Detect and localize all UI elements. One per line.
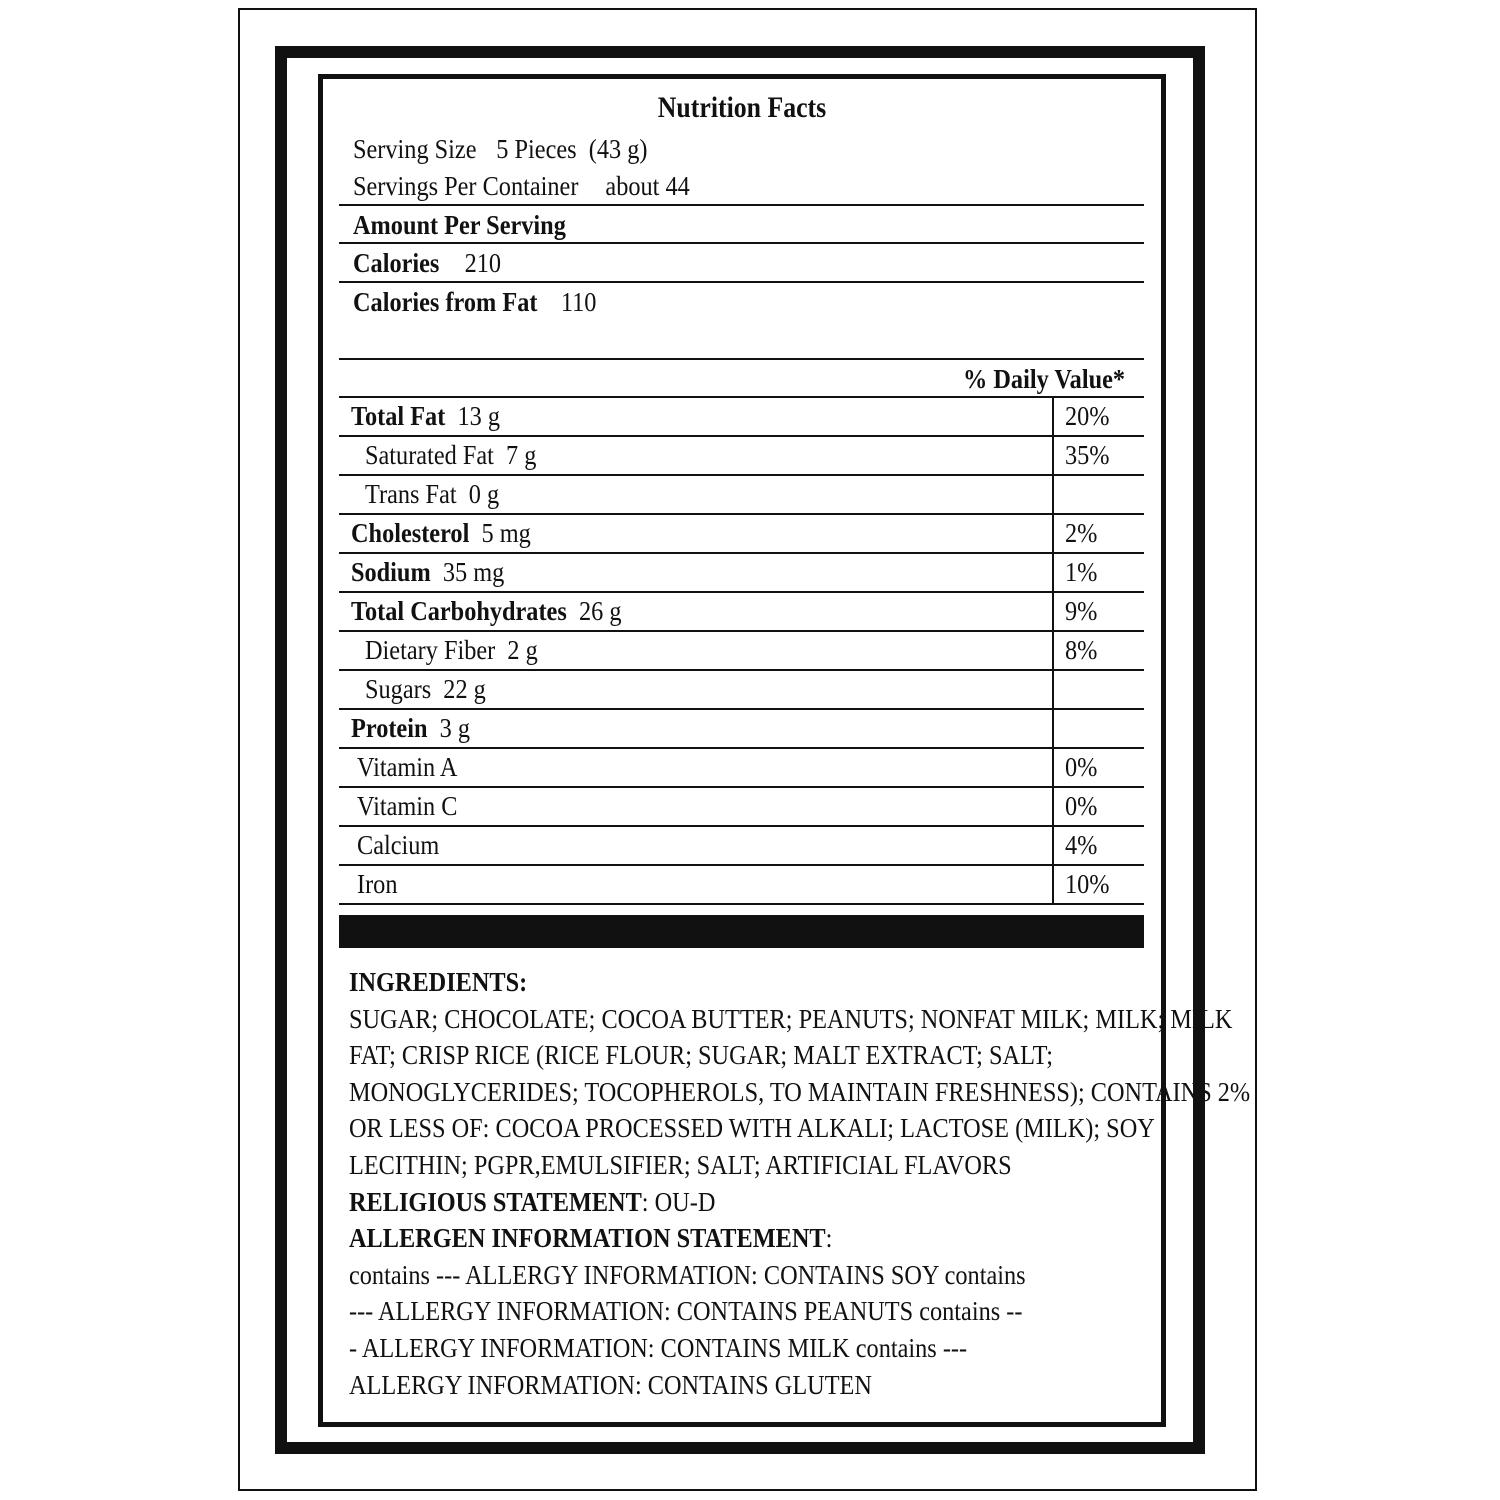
nutrient-name: Total Fat 13 g xyxy=(351,401,500,431)
column-divider xyxy=(1052,515,1054,554)
calories-fat-label: Calories from Fat xyxy=(353,287,538,317)
ingredients-line: SUGAR; CHOCOLATE; COCOA BUTTER; PEANUTS; NONFAT MILK; MILK; MILK xyxy=(349,1003,1233,1034)
allergen-line: --- ALLERGY INFORMATION: CONTAINS PEANUTS contains -- xyxy=(349,1296,1023,1327)
daily-value-percent: 4% xyxy=(1065,830,1098,860)
column-divider xyxy=(1052,476,1054,515)
calories-value: 210 xyxy=(464,248,502,278)
daily-value-percent: 9% xyxy=(1065,596,1098,626)
calories-from-fat-line xyxy=(353,287,623,318)
nutrient-row xyxy=(339,515,1144,554)
daily-value-percent: 20% xyxy=(1065,401,1110,431)
nutrient-table xyxy=(339,398,1144,905)
ingredients-text xyxy=(349,1001,1251,1184)
column-divider xyxy=(1052,788,1054,827)
nutrient-row xyxy=(339,710,1144,749)
daily-value-percent: 0% xyxy=(1065,791,1098,821)
column-divider xyxy=(1052,710,1054,749)
serving-size-label: Serving Size xyxy=(353,134,477,164)
nutrient-name: Sodium 35 mg xyxy=(351,557,505,587)
ingredients-line: OR LESS OF: COCOA PROCESSED WITH ALKALI; LACTOSE (MILK); SOY xyxy=(349,1113,1155,1144)
nutrient-name: Protein 3 g xyxy=(351,713,471,743)
nutrient-row xyxy=(339,866,1144,905)
allergen-label: ALLERGEN INFORMATION STATEMENT xyxy=(349,1223,826,1254)
divider xyxy=(339,204,1144,206)
column-divider xyxy=(1052,398,1054,437)
ingredients-heading: INGREDIENTS: xyxy=(349,967,528,997)
column-divider xyxy=(1052,749,1054,788)
ingredients-line: FAT; CRISP RICE (RICE FLOUR; SUGAR; MALT EXTRACT; SALT; xyxy=(349,1040,1053,1071)
nutrient-row xyxy=(339,671,1144,710)
nutrient-row xyxy=(339,437,1144,476)
nutrient-name: Calcium xyxy=(357,830,440,860)
religious-value: : OU-D xyxy=(641,1186,716,1217)
servings-label: Servings Per Container xyxy=(353,171,579,201)
allergen-line: contains --- ALLERGY INFORMATION: CONTAINS SOY contains xyxy=(349,1259,1026,1290)
nutrient-row xyxy=(339,593,1144,632)
daily-value-percent: 8% xyxy=(1065,635,1098,665)
divider xyxy=(339,281,1144,283)
allergen-line: ALLERGY INFORMATION: CONTAINS GLUTEN xyxy=(349,1369,872,1400)
label-title: Nutrition Facts xyxy=(657,91,827,124)
nutrient-row xyxy=(339,632,1144,671)
amount-per-serving: Amount Per Serving xyxy=(353,210,566,240)
nutrient-row xyxy=(339,788,1144,827)
allergen-line: - ALLERGY INFORMATION: CONTAINS MILK contains --- xyxy=(349,1332,968,1363)
daily-value-percent: 10% xyxy=(1065,869,1110,899)
divider xyxy=(339,242,1144,244)
nutrient-name: Vitamin C xyxy=(357,791,458,821)
religious-label: RELIGIOUS STATEMENT xyxy=(349,1186,642,1217)
nutrient-row xyxy=(339,554,1144,593)
daily-value-percent: 0% xyxy=(1065,752,1098,782)
nutrient-name: Iron xyxy=(357,869,398,899)
nutrient-row xyxy=(339,827,1144,866)
servings-per-container-line xyxy=(353,171,727,202)
serving-size-value: 5 Pieces (43 g) xyxy=(496,134,648,164)
calories-fat-value: 110 xyxy=(560,287,597,317)
ingredients-line: MONOGLYCERIDES; TOCOPHEROLS, TO MAINTAIN FRESHNESS); CONTAINS 2% xyxy=(349,1076,1251,1107)
column-divider xyxy=(1052,866,1054,905)
column-divider xyxy=(1052,632,1054,671)
daily-value-percent: 1% xyxy=(1065,557,1098,587)
column-divider xyxy=(1052,593,1054,632)
column-divider xyxy=(1052,671,1054,710)
nutrient-name: Total Carbohydrates 26 g xyxy=(351,596,622,626)
nutrient-name: Trans Fat 0 g xyxy=(365,479,500,509)
calories-label: Calories xyxy=(353,248,440,278)
daily-value-percent: 2% xyxy=(1065,518,1098,548)
column-divider xyxy=(1052,554,1054,593)
divider xyxy=(339,358,1144,360)
ingredients-line: LECITHIN; PGPR,EMULSIFIER; SALT; ARTIFICIAL FLAVORS xyxy=(349,1149,1012,1180)
servings-value: about 44 xyxy=(605,171,690,201)
serving-size-line xyxy=(353,134,680,165)
nutrient-name: Cholesterol 5 mg xyxy=(351,518,531,548)
nutrient-row xyxy=(339,398,1144,437)
column-divider xyxy=(1052,437,1054,476)
nutrition-label xyxy=(318,74,1251,1427)
column-divider xyxy=(1052,827,1054,866)
calories-line xyxy=(353,248,517,279)
allergen-text xyxy=(349,1257,1139,1403)
ingredients-section: INGREDIENTS: SUGAR; CHOCOLATE; COCOA BUTTER; PEANUTS; NONFAT MILK; MILK; MILK FAT; CRISP RICE (RICE FLOUR; SUGAR; MALT EXTRACT; SALT; MONOGLYCERIDES; TOCOPHEROLS, TO MAINTAIN FRESHNESS); CONTAINS 2% OR LESS OF: COCOA PROCESSED WITH ALKALI; LACTOSE (MILK); SOY LECITHIN; PGPR,EMULSIFIER; SALT; ARTIFICIAL FLAVORS RELIGIOUS STATEMENT: OU-D ALLERGEN INFORMATION STATEMENT: contains --- ALLERGY INFORMATION: CONTAINS SOY contains --- ALLERGY INFORMATION: CONTAINS PEANUTS contains -- - ALLERGY INFORMATION: CONTAINS MILK contains --- ALLERGY INFORMATION: CONTAINS GLUTEN xyxy=(349,964,1139,1403)
nutrient-name: Saturated Fat 7 g xyxy=(365,440,537,470)
nutrient-name: Vitamin A xyxy=(357,752,458,782)
nutrient-name: Sugars 22 g xyxy=(365,674,486,704)
nutrient-name: Dietary Fiber 2 g xyxy=(365,635,538,665)
daily-value-header: % Daily Value* xyxy=(962,364,1125,394)
black-bar xyxy=(339,915,1144,948)
daily-value-percent: 35% xyxy=(1065,440,1110,470)
nutrient-row xyxy=(339,476,1144,515)
nutrient-row xyxy=(339,749,1144,788)
